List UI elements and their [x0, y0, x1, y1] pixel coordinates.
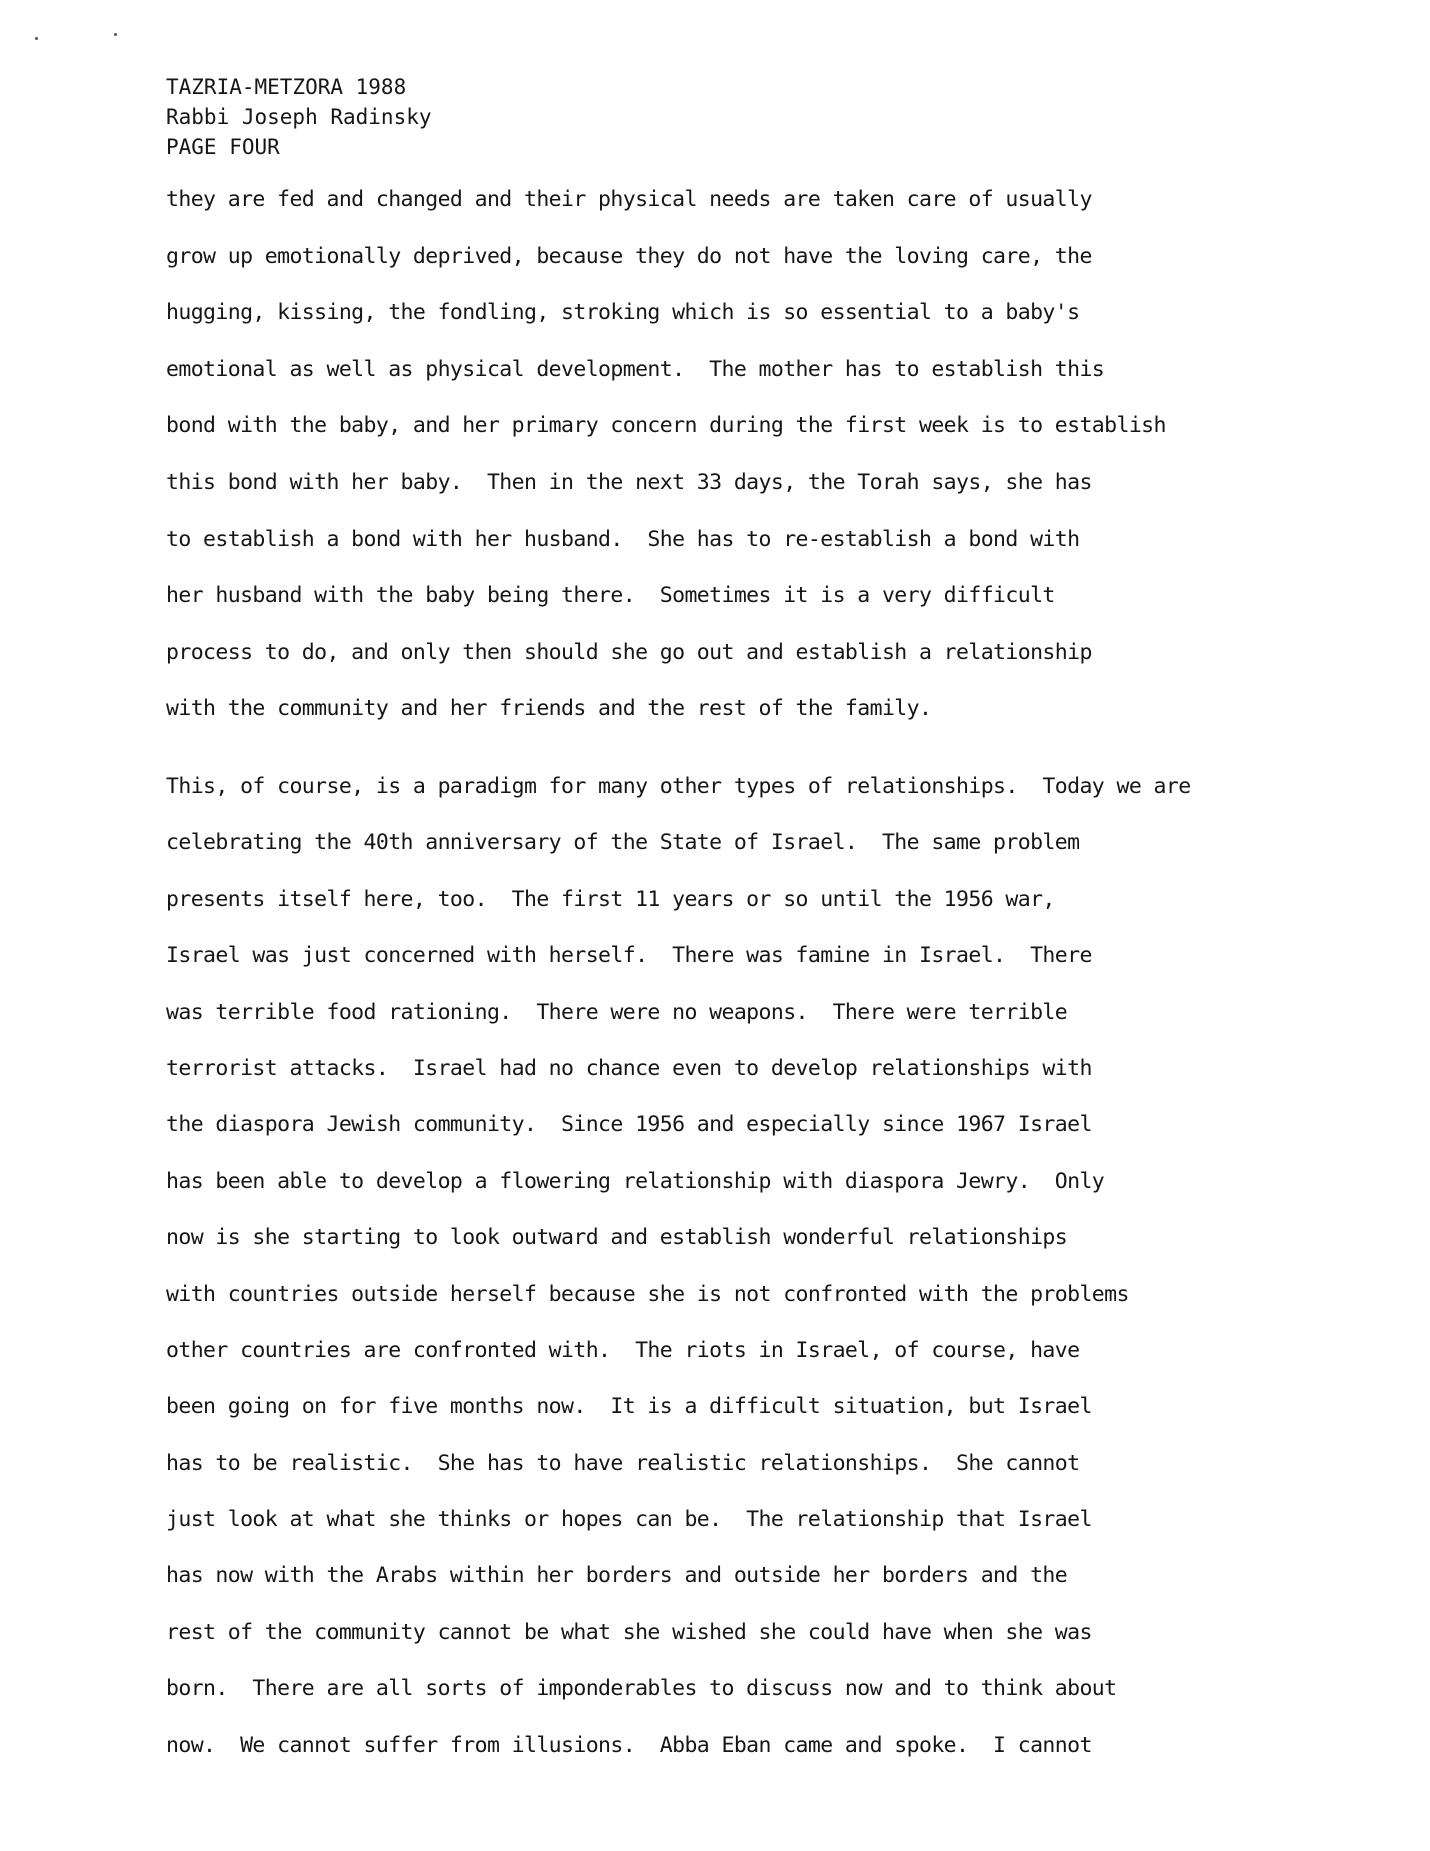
- text-line: this bond with her baby. Then in the next 33 days, the Torah says, she has: [166, 469, 1092, 495]
- text-line: terrorist attacks. Israel had no chance even to develop relationships with: [166, 1055, 1092, 1081]
- text-line: Israel was just concerned with herself. There was famine in Israel. There: [166, 943, 1092, 969]
- paragraph-1: [166, 172, 1166, 738]
- text-line: her husband with the baby being there. Sometimes it is a very difficult: [166, 583, 1055, 609]
- text-line: they are fed and changed and their physical needs are taken care of usually: [166, 187, 1092, 212]
- text-line: other countries are confronted with. The riots in Israel, of course, have: [166, 1337, 1080, 1363]
- text-line: been going on for five months now. It is a difficult situation, but Israel: [166, 1394, 1092, 1420]
- text-line: has to be realistic. She has to have realistic relationships. She cannot: [166, 1450, 1080, 1476]
- document-header: [166, 72, 432, 162]
- paragraph-2: [166, 759, 1191, 1774]
- text-line: now. We cannot suffer from illusions. Abba Eban came and spoke. I cannot: [166, 1732, 1092, 1758]
- text-line: with countries outside herself because she is not confronted with the problems: [166, 1281, 1129, 1307]
- text-line: emotional as well as physical development. The mother has to establish this: [166, 356, 1105, 382]
- text-line: rest of the community cannot be what she wished she could have when she was: [166, 1619, 1092, 1645]
- document-author: Rabbi Joseph Radinsky: [166, 105, 432, 129]
- text-line: celebrating the 40th anniversary of the State of Israel. The same problem: [166, 830, 1080, 856]
- text-line: with the community and her friends and the rest of the family.: [166, 696, 932, 722]
- text-line: was terrible food rationing. There were no weapons. There were terrible: [166, 999, 1068, 1025]
- text-line: has now with the Arabs within her borders and outside her borders and the: [166, 1563, 1068, 1589]
- page-label: PAGE FOUR: [166, 135, 280, 159]
- text-line: process to do, and only then should she go out and establish a relationship: [166, 639, 1092, 665]
- text-line: to establish a bond with her husband. She has to re-establish a bond with: [166, 526, 1080, 552]
- text-line: the diaspora Jewish community. Since 1956 and especially since 1967 Israel: [166, 1112, 1092, 1138]
- scan-speck: [114, 33, 117, 36]
- text-line: presents itself here, too. The first 11 years or so until the 1956 war,: [166, 886, 1055, 912]
- text-line: hugging, kissing, the fondling, stroking which is so essential to a baby's: [166, 300, 1080, 326]
- text-line: has been able to develop a flowering relationship with diaspora Jewry. Only: [166, 1168, 1105, 1194]
- text-line: just look at what she thinks or hopes can be. The relationship that Israel: [166, 1507, 1092, 1533]
- document-title: TAZRIA-METZORA 1988: [166, 75, 407, 99]
- text-line: bond with the baby, and her primary concern during the first week is to establish: [166, 413, 1166, 439]
- text-line: This, of course, is a paradigm for many other types of relationships. Today we are: [166, 774, 1191, 799]
- scan-speck: [35, 37, 38, 40]
- text-line: grow up emotionally deprived, because they do not have the loving care, the: [166, 243, 1092, 269]
- text-line: now is she starting to look outward and establish wonderful relationships: [166, 1225, 1068, 1251]
- text-line: born. There are all sorts of imponderables to discuss now and to think about: [166, 1676, 1117, 1702]
